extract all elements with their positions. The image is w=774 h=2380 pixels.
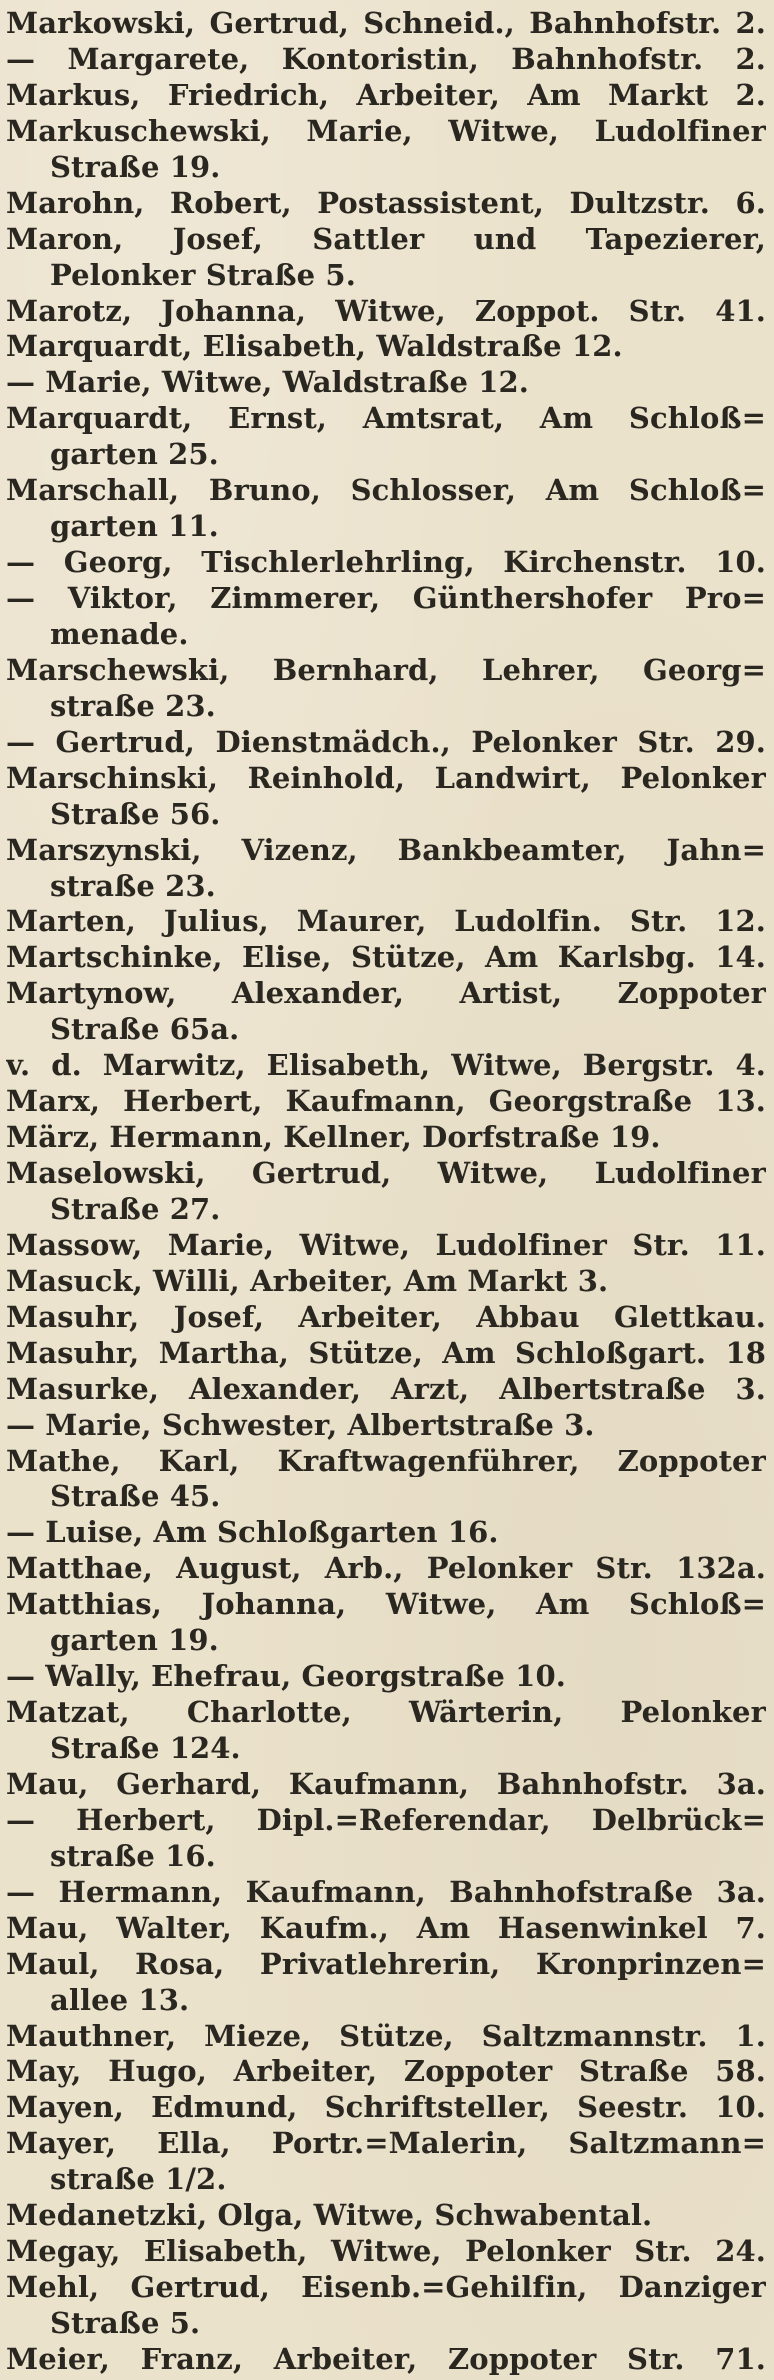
directory-line: Masuck, Willi, Arbeiter, Am Markt 3. [6, 1263, 609, 1298]
directory-line: Medanetzki, Olga, Witwe, Schwabental. [6, 2198, 653, 2233]
directory-line: Masuhr, Josef, Arbeiter, Abbau Glettkau. [6, 1299, 766, 1334]
directory-line: Maselowski, Gertrud, Witwe, Ludolfiner [6, 1156, 766, 1190]
directory-line: Marquardt, Ernst, Amtsrat, Am Schloß= [6, 401, 766, 436]
directory-line: — Herbert, Dipl.=Referendar, Delbrück= [6, 1802, 766, 1837]
directory-line: Marschall, Bruno, Schlosser, Am Schloß= [6, 473, 766, 508]
directory-line: Mau, Walter, Kaufm., Am Hasenwinkel 7. [6, 1910, 766, 1945]
directory-line: Marotz, Johanna, Witwe, Zoppot. Str. 41. [6, 293, 766, 328]
directory-line: — Hermann, Kaufmann, Bahnhofstraße 3a. [6, 1874, 766, 1909]
directory-line: Marschewski, Bernhard, Lehrer, Georg= [6, 652, 766, 687]
directory-line: Maul, Rosa, Privatlehrerin, Kronprinzen= [6, 1946, 766, 1981]
directory-line: Martynow, Alexander, Artist, Zoppoter [6, 976, 766, 1011]
directory-line-continuation: garten 19. [50, 1623, 219, 1658]
directory-line: Marten, Julius, Maurer, Ludolfin. Str. 12. [6, 904, 766, 939]
directory-line: Marohn, Robert, Postassistent, Dultzstr. 6. [6, 185, 766, 220]
directory-line: Massow, Marie, Witwe, Ludolfiner Str. 11. [6, 1227, 766, 1262]
directory-line: Maron, Josef, Sattler und Tapezierer, [6, 221, 766, 256]
directory-line: Markowski, Gertrud, Schneid., Bahnhofstr. 2. [6, 6, 766, 40]
directory-line-continuation: garten 25. [50, 437, 219, 472]
directory-line: Mathe, Karl, Kraftwagenführer, Zoppoter [6, 1443, 766, 1478]
directory-line-continuation: allee 13. [50, 1982, 190, 2017]
directory-column [6, 4, 766, 2376]
directory-line: — Margarete, Kontoristin, Bahnhofstr. 2. [6, 41, 766, 76]
directory-line: — Georg, Tischlerlehrling, Kirchenstr. 10. [6, 545, 766, 579]
directory-line: Mehl, Gertrud, Eisenb.=Gehilfin, Danziger [6, 2270, 766, 2304]
directory-line: — Gertrud, Dienstmädch., Pelonker Str. 29. [6, 724, 766, 759]
directory-line-continuation: garten 11. [50, 509, 219, 544]
directory-line: Markuschewski, Marie, Witwe, Ludolfiner [6, 113, 766, 148]
directory-line: May, Hugo, Arbeiter, Zoppoter Straße 58. [6, 2054, 766, 2089]
directory-line: — Viktor, Zimmerer, Günthershofer Pro= [6, 581, 766, 615]
directory-line-continuation: Straße 65a. [50, 1012, 240, 1047]
directory-line: — Marie, Witwe, Waldstraße 12. [6, 365, 529, 400]
directory-line-continuation: Straße 124. [50, 1731, 241, 1765]
directory-line-continuation: Straße 5. [50, 2306, 201, 2340]
directory-line-continuation: Straße 56. [50, 796, 221, 831]
directory-line: — Luise, Am Schloßgarten 16. [6, 1515, 499, 1550]
directory-line: v. d. Marwitz, Elisabeth, Witwe, Bergstr. 4. [6, 1048, 766, 1083]
directory-line: Masurke, Alexander, Arzt, Albertstraße 3. [6, 1371, 766, 1406]
directory-line: Matthae, August, Arb., Pelonker Str. 132a. [6, 1551, 766, 1586]
directory-line: Marx, Herbert, Kaufmann, Georgstraße 13. [6, 1084, 766, 1119]
directory-line: Mau, Gerhard, Kaufmann, Bahnhofstr. 3a. [6, 1766, 766, 1801]
directory-line: Mayen, Edmund, Schriftsteller, Seestr. 10. [6, 2090, 766, 2125]
directory-line: Marszynski, Vizenz, Bankbeamter, Jahn= [6, 832, 766, 867]
directory-line: Masuhr, Martha, Stütze, Am Schloßgart. 18 [6, 1335, 766, 1370]
directory-line: März, Hermann, Kellner, Dorfstraße 19. [6, 1120, 661, 1154]
directory-line: Marschinski, Reinhold, Landwirt, Pelonker [6, 760, 766, 795]
directory-line: Mayer, Ella, Portr.=Malerin, Saltzmann= [6, 2126, 766, 2161]
directory-line: — Marie, Schwester, Albertstraße 3. [6, 1407, 595, 1442]
directory-line: Martschinke, Elise, Stütze, Am Karlsbg. 14. [6, 940, 766, 975]
directory-line-continuation: straße 1/2. [50, 2162, 227, 2197]
directory-line-continuation: straße 23. [50, 688, 216, 723]
directory-line-continuation: straße 23. [50, 868, 216, 903]
directory-line-continuation: menade. [50, 616, 189, 651]
directory-line: Meier, Franz, Arbeiter, Zoppoter Str. 71. [6, 2341, 766, 2376]
directory-line-continuation: Straße 19. [50, 149, 221, 184]
directory-line: Mauthner, Mieze, Stütze, Saltzmannstr. 1. [6, 2018, 766, 2053]
directory-line-continuation: Pelonker Straße 5. [50, 257, 356, 292]
directory-line-continuation: straße 16. [50, 1838, 216, 1873]
directory-line: Markus, Friedrich, Arbeiter, Am Markt 2. [6, 77, 766, 112]
directory-line: Megay, Elisabeth, Witwe, Pelonker Str. 24. [6, 2234, 766, 2269]
directory-line: Matthias, Johanna, Witwe, Am Schloß= [6, 1587, 766, 1622]
directory-line-continuation: Straße 45. [50, 1479, 221, 1514]
directory-line: Marquardt, Elisabeth, Waldstraße 12. [6, 329, 623, 364]
directory-line: Matzat, Charlotte, Wärterin, Pelonker [6, 1695, 766, 1729]
directory-line-continuation: Straße 27. [50, 1191, 221, 1226]
directory-line: — Wally, Ehefrau, Georgstraße 10. [6, 1659, 566, 1694]
